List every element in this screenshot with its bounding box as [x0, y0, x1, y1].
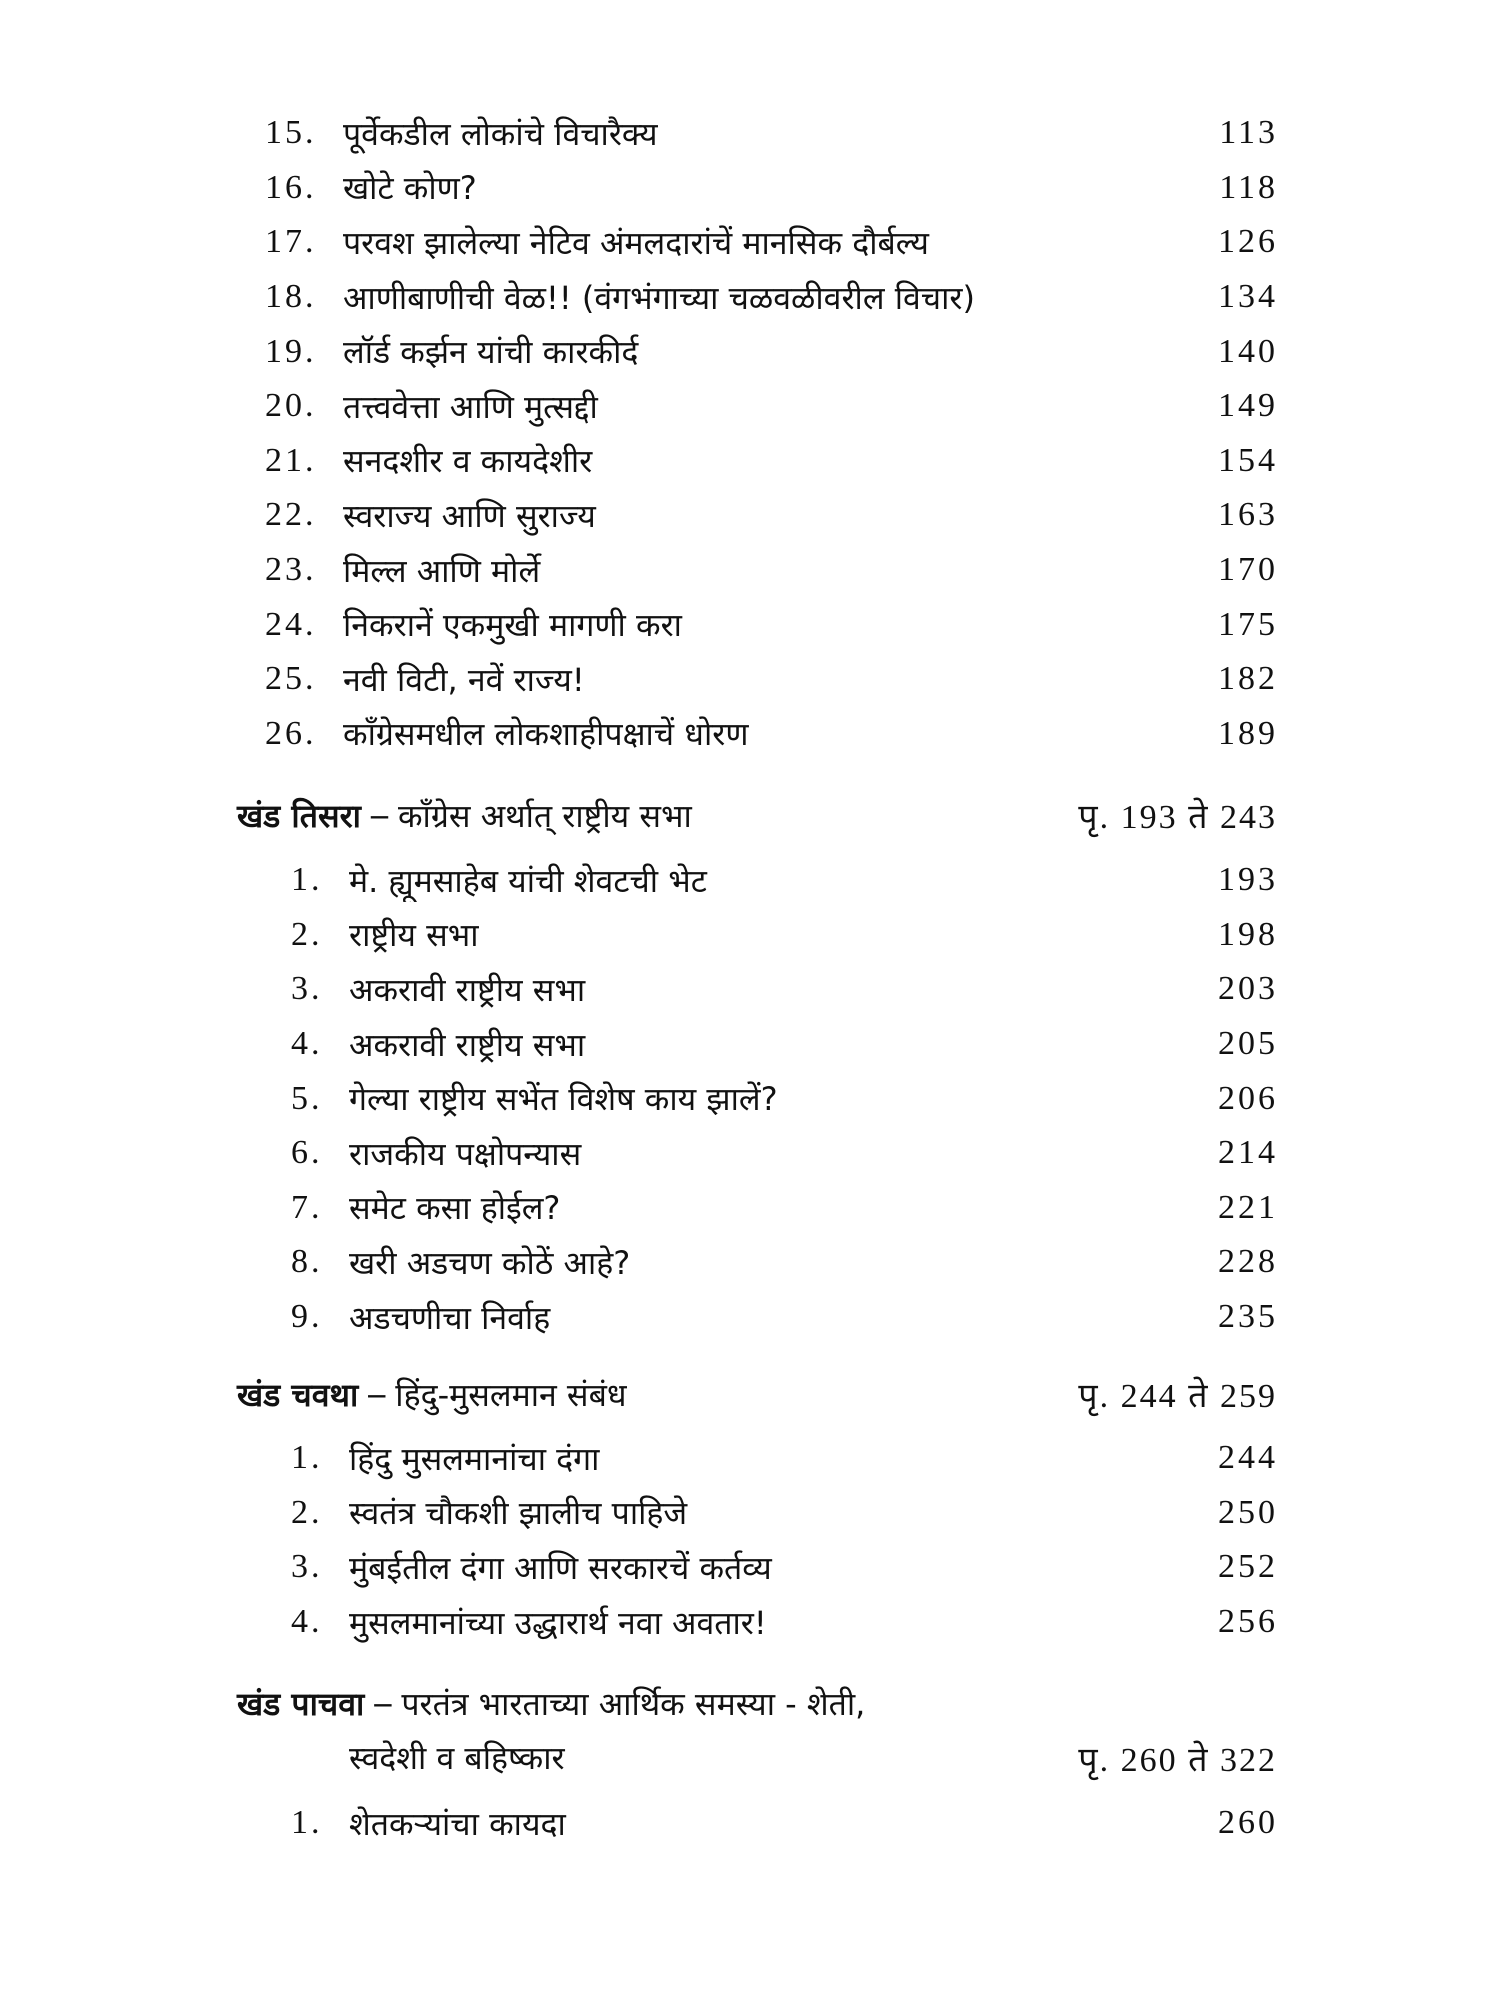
- section-page-range: पृ. 260 ते 322: [1078, 1741, 1277, 1779]
- toc-entry: [291, 1796, 1278, 1851]
- entry-number: 26.: [265, 714, 317, 752]
- entry-title: मे. ह्यूमसाहेब यांची शेवटची भेट: [349, 861, 707, 900]
- toc-entry: [291, 1071, 1278, 1126]
- section-entry-list: [291, 1796, 1278, 1851]
- entry-page: 134: [1218, 278, 1278, 316]
- entry-page: 126: [1218, 223, 1278, 261]
- entry-number: 9.: [291, 1298, 323, 1336]
- section-heading: [237, 1367, 1275, 1422]
- entry-title: अकरावी राष्ट्रीय सभा: [349, 970, 586, 1009]
- entry-title: सनदशीर व कायदेशीर: [343, 442, 593, 481]
- section-heading: [237, 788, 1275, 843]
- entry-page: 154: [1218, 441, 1278, 479]
- entry-page: 163: [1218, 496, 1278, 534]
- section-dash: –: [370, 796, 388, 834]
- section-heading-line: [237, 788, 1275, 843]
- entry-number: 1.: [291, 1439, 323, 1477]
- section-dash: –: [368, 1375, 386, 1413]
- entry-number: 1.: [291, 861, 323, 899]
- toc-entry: [265, 652, 1278, 707]
- entry-page: 175: [1218, 605, 1278, 643]
- entry-page: 244: [1218, 1439, 1278, 1477]
- section-dash: –: [374, 1684, 392, 1722]
- toc-entry: [265, 161, 1278, 216]
- section-label: खंड पाचवा: [237, 1684, 365, 1723]
- entry-page: 198: [1218, 915, 1278, 953]
- entry-title: शेतकऱ्यांचा कायदा: [349, 1804, 566, 1843]
- section-subtitle: हिंदु-मुसलमान संबंध: [395, 1375, 627, 1414]
- entry-title: मिल्ल आणि मोर्ले: [343, 551, 541, 590]
- entry-page: 203: [1218, 970, 1278, 1008]
- entry-number: 2.: [291, 1493, 323, 1531]
- section-page-range: पृ. 244 ते 259: [1078, 1378, 1277, 1416]
- section-label: खंड तिसरा: [237, 796, 361, 835]
- entry-page: 205: [1218, 1025, 1278, 1063]
- section-subtitle: परतंत्र भारताच्या आर्थिक समस्या - शेती,: [401, 1684, 866, 1723]
- toc-entry: [265, 434, 1278, 489]
- section-subtitle: काँग्रेस अर्थात् राष्ट्रीय सभा: [397, 796, 692, 835]
- entry-number: 5.: [291, 1079, 323, 1117]
- entry-number: 18.: [265, 278, 317, 316]
- toc-continued-list: [265, 106, 1278, 761]
- entry-number: 3.: [291, 970, 323, 1008]
- section-heading-line: [237, 1367, 1275, 1422]
- entry-title: स्वतंत्र चौकशी झालीच पाहिजे: [349, 1494, 688, 1533]
- toc-entry: [291, 853, 1278, 908]
- entry-number: 8.: [291, 1243, 323, 1281]
- entry-number: 25.: [265, 660, 317, 698]
- entry-page: 182: [1218, 660, 1278, 698]
- toc-entry: [265, 379, 1278, 434]
- toc-entry: [265, 543, 1278, 598]
- entry-number: 1.: [291, 1804, 323, 1842]
- entry-number: 6.: [291, 1134, 323, 1172]
- entry-page: 189: [1218, 714, 1278, 752]
- toc-entry: [291, 1540, 1278, 1595]
- entry-title: राजकीय पक्षोपन्यास: [349, 1134, 582, 1173]
- section-page-range: पृ. 193 ते 243: [1078, 799, 1277, 837]
- entry-number: 2.: [291, 915, 323, 953]
- toc-entry: [265, 215, 1278, 270]
- entry-title: राष्ट्रीय सभा: [349, 916, 479, 955]
- entry-page: 206: [1218, 1079, 1278, 1117]
- section-label: खंड चवथा: [237, 1375, 359, 1414]
- entry-title: काँग्रेसमधील लोकशाहीपक्षाचें धोरण: [343, 715, 749, 754]
- toc-entry: [265, 488, 1278, 543]
- entry-page: 252: [1218, 1548, 1278, 1586]
- entry-title: पूर्वेकडील लोकांचे विचारैक्य: [343, 114, 658, 153]
- toc-entry: [291, 962, 1278, 1017]
- entry-number: 4.: [291, 1603, 323, 1641]
- entry-title: अडचणीचा निर्वाह: [349, 1298, 551, 1337]
- toc-entry: [291, 1126, 1278, 1181]
- section-entry-list: [291, 853, 1278, 1344]
- entry-page: 221: [1218, 1188, 1278, 1226]
- entry-number: 24.: [265, 605, 317, 643]
- toc-entry: [291, 1017, 1278, 1072]
- toc-entry: [291, 1431, 1278, 1486]
- entry-number: 16.: [265, 168, 317, 206]
- entry-title: हिंदु मुसलमानांचा दंगा: [349, 1439, 600, 1478]
- entry-title: खोटे कोण?: [343, 169, 477, 208]
- entry-number: 20.: [265, 387, 317, 425]
- entry-title: परवश झालेल्या नेटिव अंमलदारांचें मानसिक दौर्बल्य: [343, 223, 929, 262]
- entry-title: लॉर्ड कर्झन यांची कारकीर्द: [343, 333, 639, 372]
- entry-page: 250: [1218, 1493, 1278, 1531]
- entry-page: 260: [1218, 1804, 1278, 1842]
- toc-entry: [291, 1595, 1278, 1650]
- entry-number: 15.: [265, 114, 317, 152]
- toc-entry: [265, 270, 1278, 325]
- entry-title: अकरावी राष्ट्रीय सभा: [349, 1025, 586, 1064]
- toc-entry: [291, 908, 1278, 963]
- entry-title: खरी अडचण कोठें आहे?: [349, 1243, 631, 1282]
- section-entry-list: [291, 1431, 1278, 1649]
- toc-entry: [291, 1290, 1278, 1345]
- entry-page: 113: [1219, 114, 1278, 152]
- entry-page: 193: [1218, 861, 1278, 899]
- toc-entry: [265, 106, 1278, 161]
- entry-number: 21.: [265, 441, 317, 479]
- entry-number: 17.: [265, 223, 317, 261]
- entry-title: गेल्या राष्ट्रीय सभेंत विशेष काय झालें?: [349, 1080, 778, 1119]
- entry-page: 118: [1219, 168, 1278, 206]
- entry-page: 170: [1218, 551, 1278, 589]
- toc-entry: [291, 1486, 1278, 1541]
- entry-page: 140: [1218, 332, 1278, 370]
- entry-title: मुसलमानांच्या उद्धारार्थ नवा अवतार!: [349, 1603, 767, 1642]
- toc-entry: [291, 1181, 1278, 1236]
- entry-number: 7.: [291, 1188, 323, 1226]
- section-subtitle-continued: स्वदेशी व बहिष्कार: [349, 1739, 565, 1778]
- section-heading: [237, 1676, 1275, 1785]
- entry-title: तत्त्ववेत्ता आणि मुत्सद्दी: [343, 387, 598, 426]
- entry-page: 228: [1218, 1243, 1278, 1281]
- entry-title: समेट कसा होईल?: [349, 1189, 561, 1228]
- entry-title: नवी विटी, नवें राज्य!: [343, 660, 585, 699]
- entry-number: 4.: [291, 1025, 323, 1063]
- entry-title: आणीबाणीची वेळ!! (वंगभंगाच्या चळवळीवरील विचार): [343, 278, 975, 317]
- entry-number: 19.: [265, 332, 317, 370]
- entry-page: 214: [1218, 1134, 1278, 1172]
- entry-page: 256: [1218, 1603, 1278, 1641]
- section-heading-line: [237, 1731, 1275, 1786]
- entry-number: 3.: [291, 1548, 323, 1586]
- entry-number: 23.: [265, 551, 317, 589]
- entry-page: 235: [1218, 1298, 1278, 1336]
- entry-number: 22.: [265, 496, 317, 534]
- toc-entry: [265, 597, 1278, 652]
- entry-title: मुंबईतील दंगा आणि सरकारचें कर्तव्य: [349, 1548, 772, 1587]
- section-heading-line: [237, 1676, 1275, 1731]
- entry-title: निकरानें एकमुखी मागणी करा: [343, 606, 682, 645]
- entry-title: स्वराज्य आणि सुराज्य: [343, 496, 596, 535]
- entry-page: 149: [1218, 387, 1278, 425]
- toc-entry: [291, 1235, 1278, 1290]
- toc-entry: [265, 707, 1278, 762]
- toc-entry: [265, 324, 1278, 379]
